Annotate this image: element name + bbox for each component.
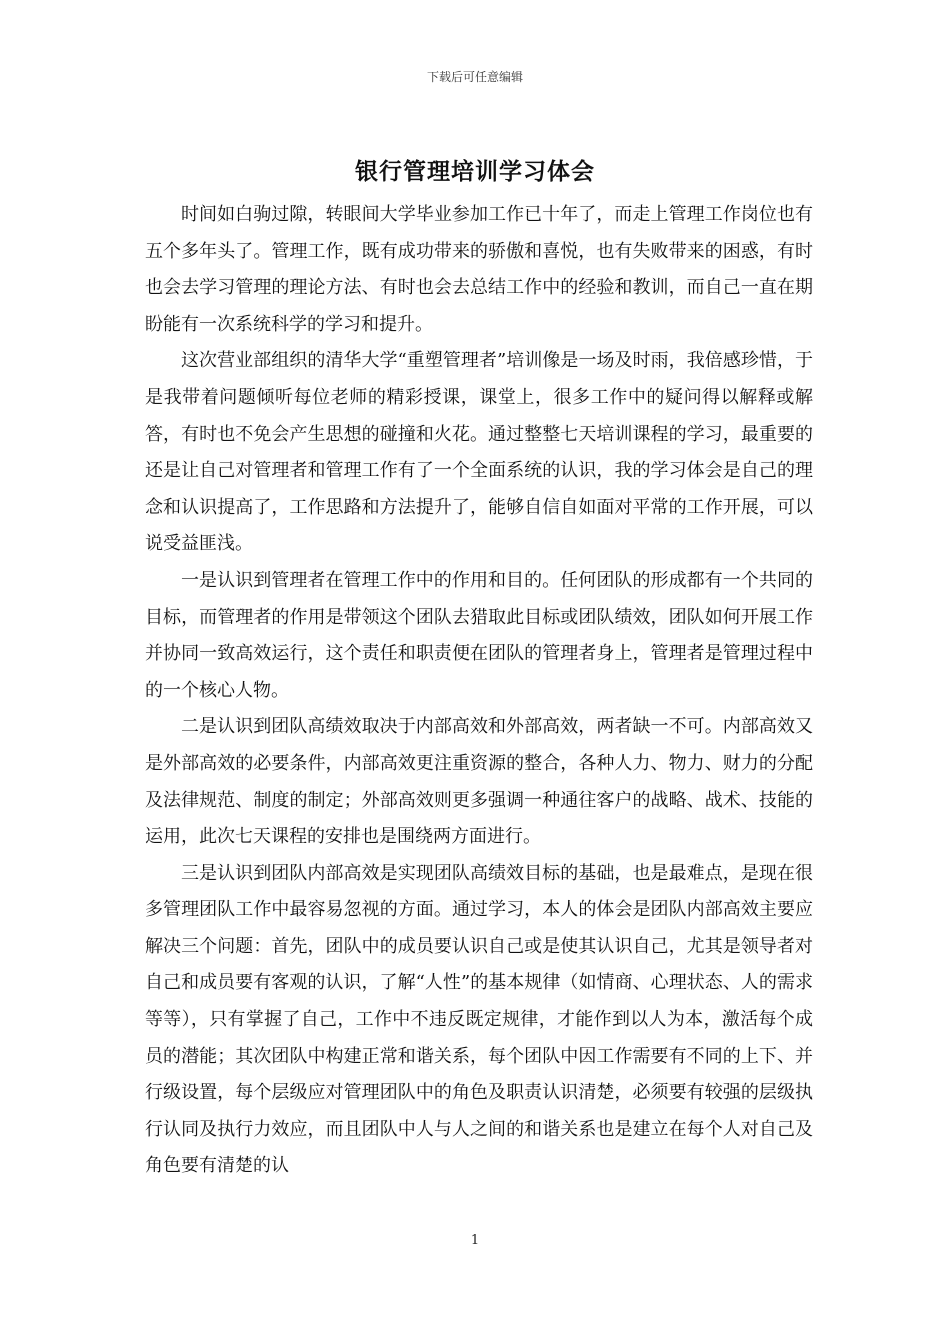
page-number: 1 [470, 1233, 480, 1248]
document-body [145, 197, 813, 1185]
paragraph-4: 二是认识到团队高绩效取决于内部高效和外部高效，两者缺一不可。内部高效又是外部高效的必要条件，内部高效更注重资源的整合，各种人力、物力、财力的分配及法律规范、制度的制定；外部高效则更多强调一种通往客户的战略、战术、技能的运用，此次七天课程的安排也是围绕两方面进行。 [145, 716, 813, 848]
paragraph-2: 这次营业部组织的清华大学“重塑管理者”培训像是一场及时雨，我倍感珍惜，于是我带着问题倾听每位老师的精彩授课，课堂上，很多工作中的疑问得以解释或解答，有时也不免会产生思想的碰撞和火花。通过整整七天培训课程的学习，最重要的还是让自己对管理者和管理工作有了一个全面系统的认识，我的学习体会是自己的理念和认识提高了，工作思路和方法提升了，能够自信自如面对平常的工作开展，可以说受益匪浅。 [145, 350, 813, 555]
paragraph-3: 一是认识到管理者在管理工作中的作用和目的。任何团队的形成都有一个共同的目标，而管理者的作用是带领这个团队去猎取此目标或团队绩效，团队如何开展工作并协同一致高效运行，这个责任和职责便在团队的管理者身上，管理者是管理过程中的一个核心人物。 [145, 569, 813, 701]
paragraph-1: 时间如白驹过隙，转眼间大学毕业参加工作已十年了，而走上管理工作岗位也有五个多年头了。管理工作，既有成功带来的骄傲和喜悦，也有失败带来的困惑，有时也会去学习管理的理论方法、有时也会去总结工作中的经验和教训，而自己一直在期盼能有一次系统科学的学习和提升。 [145, 204, 813, 335]
paragraph-5: 三是认识到团队内部高效是实现团队高绩效目标的基础，也是最难点，是现在很多管理团队工作中最容易忽视的方面。通过学习，本人的体会是团队内部高效主要应解决三个问题：首先，团队中的成员要认识自己或是使其认识自己，尤其是领导者对自己和成员要有客观的认识，了解“人性”的基本规律（如情商、心理状态、人的需求等等），只有掌握了自己，工作中不违反既定规律，才能作到以人为本，激活每个成员的潜能；其次团队中构建正常和谐关系，每个团队中因工作需要有不同的上下、并行级设置，每个层级应对管理团队中的角色及职责认识清楚，必须要有较强的层级执行认同及执行力效应，而且团队中人与人之间的和谐关系也是建立在每个人对自己及角色要有清楚的认 [145, 862, 813, 1177]
document-title: 银行管理培训学习体会 [355, 158, 595, 185]
header-note: 下载后可任意编辑 [426, 70, 523, 84]
